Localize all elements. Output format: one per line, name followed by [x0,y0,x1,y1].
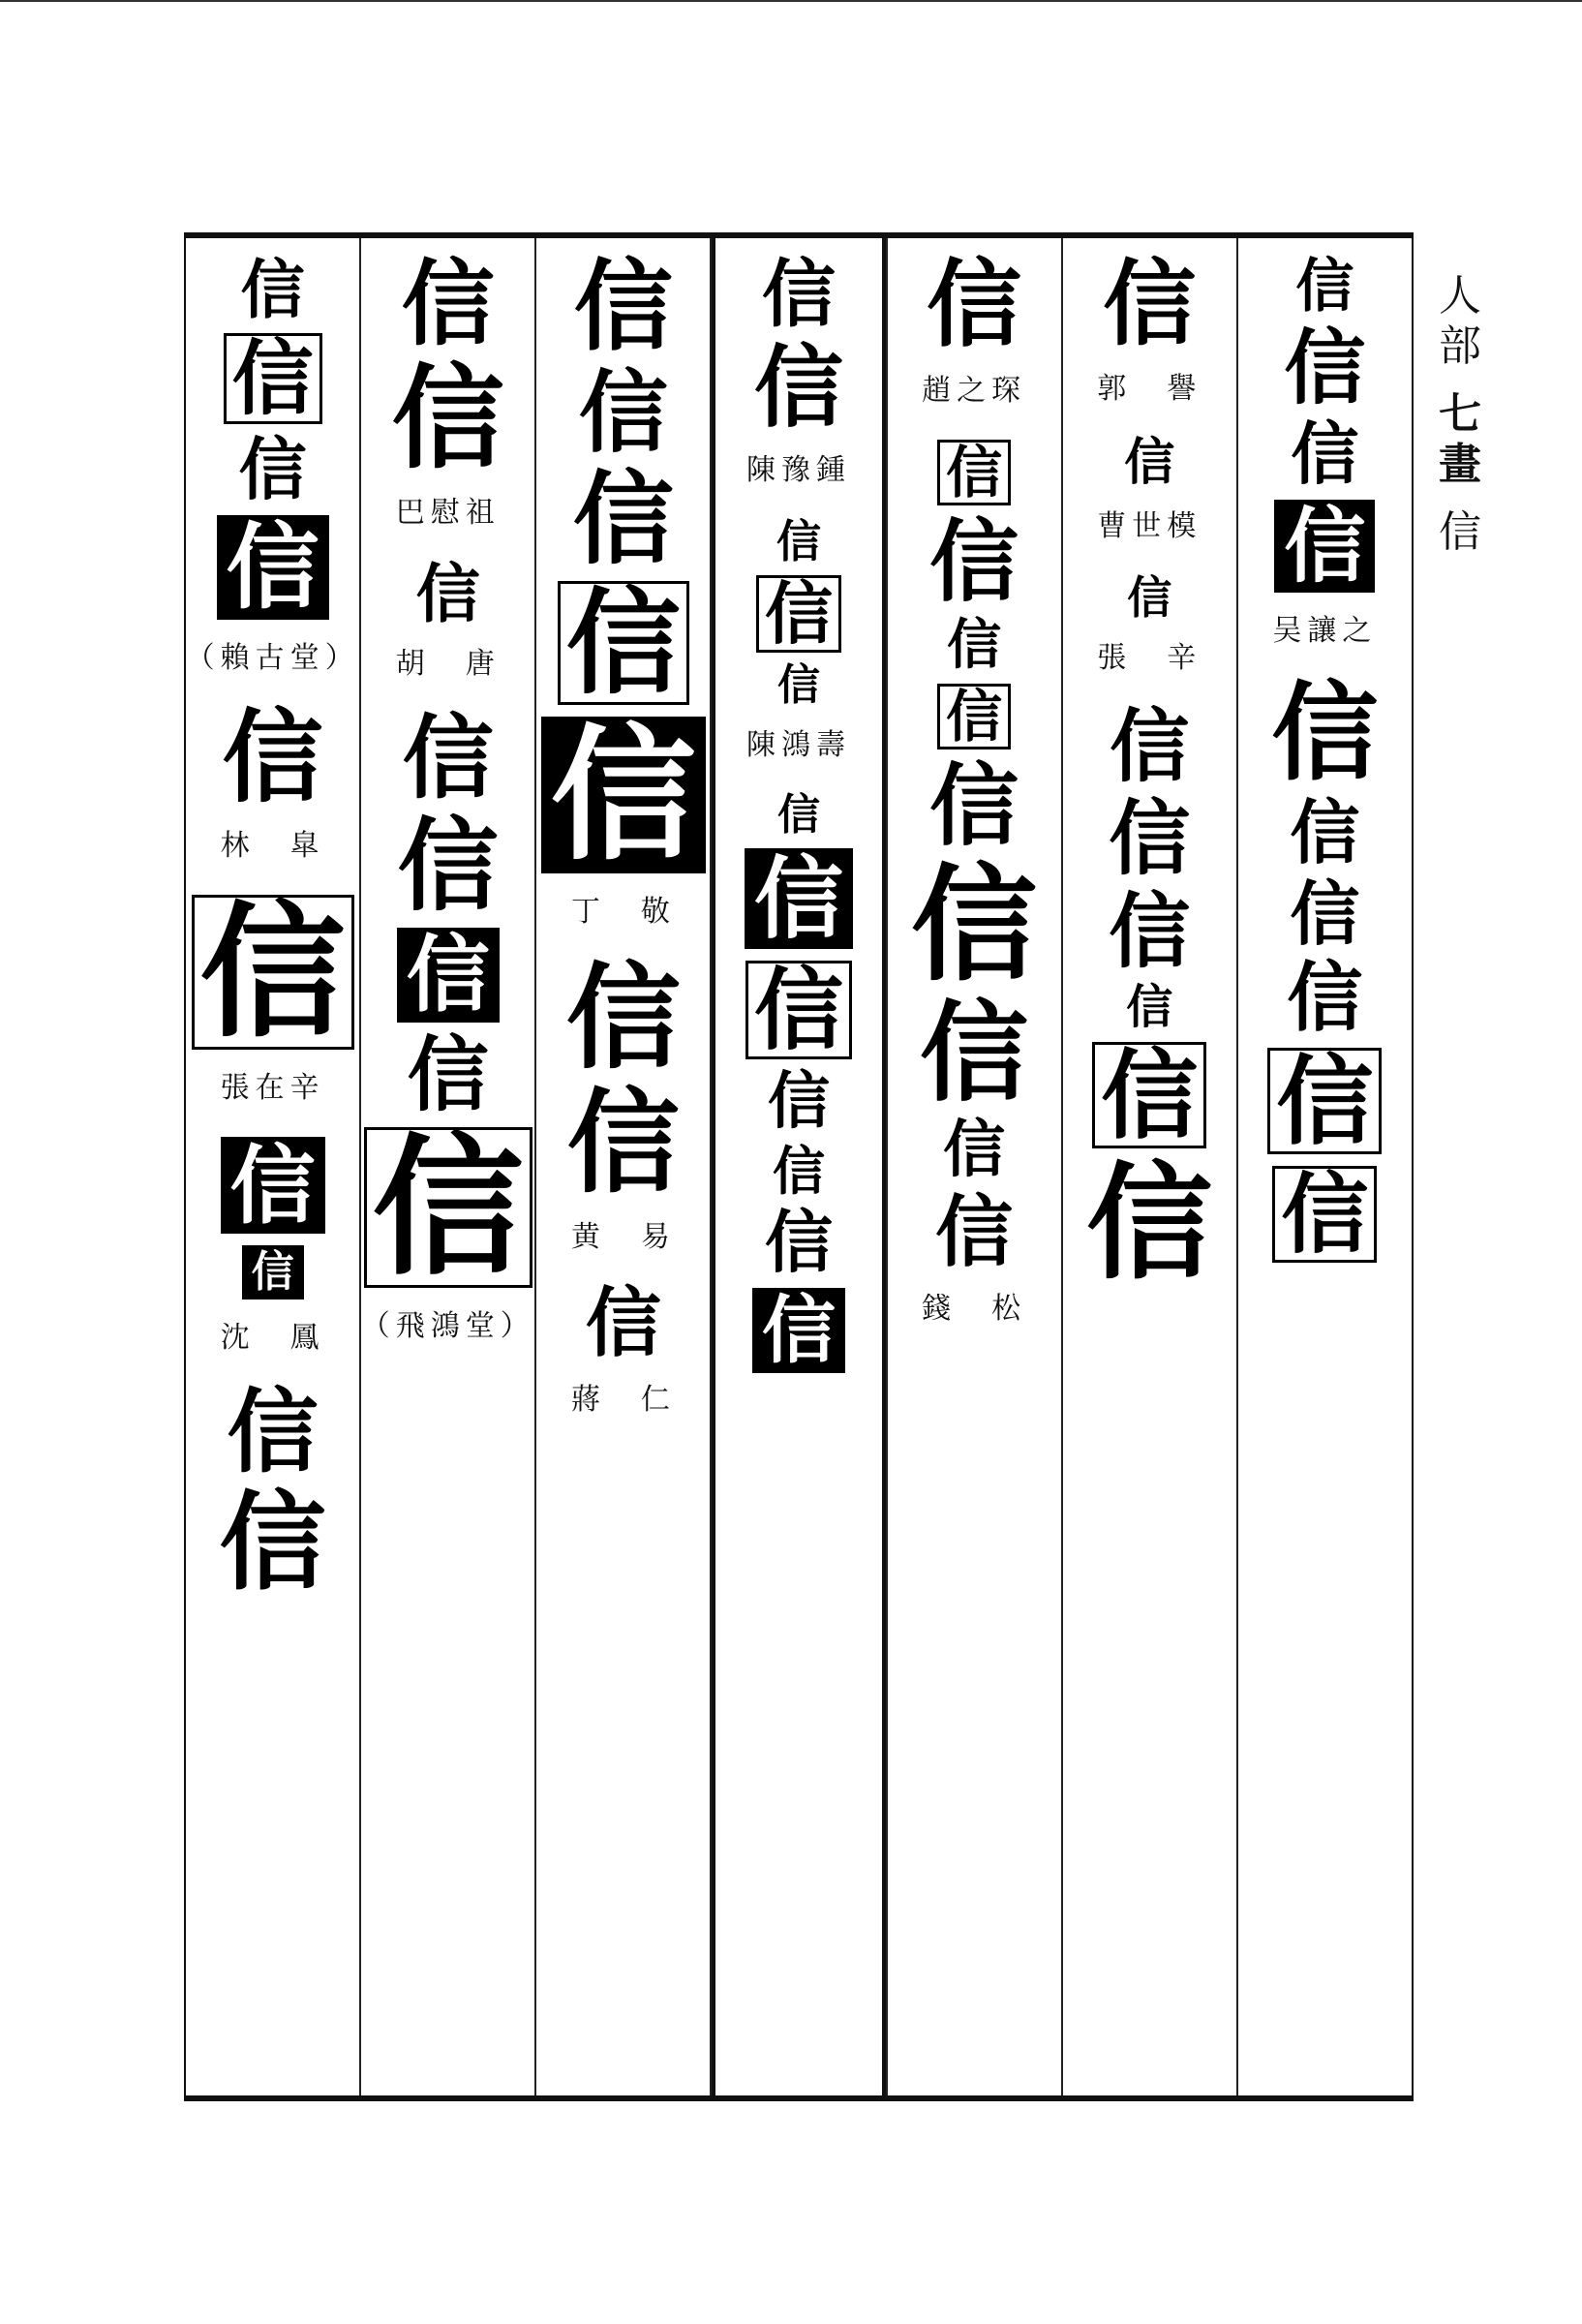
seal-impression: 信 [217,515,329,620]
seal-impression: 信 [192,895,354,1050]
seal-impression: 信 [927,249,1022,360]
column-2 [361,238,536,2095]
seal-impression: 信 [935,1186,1014,1277]
seal-impression: 信 [222,697,323,816]
seal-impression: 信 [911,850,1038,998]
seal-attribution-label: 曹世模 [1097,509,1202,543]
seal-impression: 信 [364,1127,532,1288]
seal-impression: 信 [1092,1042,1206,1148]
seal-impression: 信 [929,509,1019,614]
seal-impression: 信 [776,790,820,840]
seal-impression: 信 [1271,670,1379,795]
seal-impression: 信 [1272,1166,1377,1263]
seal-impression: 信 [238,429,307,509]
seal-impression: 信 [1295,253,1354,321]
seal-impression: 信 [558,581,689,705]
seal-impression: 信 [753,335,843,440]
seal-impression: 信 [1127,571,1172,624]
seal-impression: 信 [937,440,1011,505]
seal-attribution-label: 張在辛 [220,1071,325,1105]
seal-impression: 信 [415,556,480,631]
seal-impression: 信 [221,1137,325,1234]
seal-impression: 信 [761,251,836,337]
seal-impression: 信 [402,705,494,811]
seal-impression: 信 [578,360,668,465]
seal-impression: 信 [224,333,322,424]
column-4 [712,238,887,2095]
seal-impression: 信 [1126,980,1173,1034]
seal-impression: 信 [1086,1148,1213,1297]
seal-impression: 信 [1103,249,1197,358]
seal-attribution-label: 巴慰祖 [395,496,501,530]
seal-impression: 信 [1274,500,1375,593]
seal-attribution-label: 胡 唐 [395,647,501,681]
stroke-count-char-2: 畫 [1439,440,1481,489]
stroke-count-char-1: 七 [1439,389,1481,439]
column-1 [186,238,361,2095]
seal-impression: 信 [920,990,1029,1116]
seal-impression: 信 [219,1480,326,1605]
seal-attribution-label: 趙之琛 [922,374,1027,408]
seal-impression: 信 [573,249,673,365]
seal-impression: 信 [776,660,820,710]
seal-attribution-label: 錢 松 [922,1292,1027,1326]
seal-attribution-label: （賴古堂） [186,641,360,675]
seal-attribution-label: 陳豫鍾 [745,453,851,487]
column-3 [536,238,712,2095]
seal-impression: 信 [745,848,853,949]
seal-impression: 信 [937,684,1011,749]
seal-attribution-label: 沈 鳳 [220,1321,325,1355]
seal-impression: 信 [541,717,706,873]
seal-impression: 信 [565,950,681,1085]
top-border-rule [0,0,1582,2]
seal-attribution-label: 陳鴻壽 [745,728,851,762]
section-header [1431,271,1489,558]
seal-impression: 信 [572,459,674,578]
seal-impression: 信 [1287,954,1363,1042]
headword-character: 信 [1439,507,1481,557]
seal-impression: 信 [1291,413,1359,494]
seal-impression: 信 [1284,320,1366,415]
seal-impression: 信 [1110,700,1190,793]
seal-impression: 信 [776,515,821,567]
seal-impression: 信 [764,1202,833,1282]
seal-impression: 信 [756,575,841,653]
radical-char-1: 人 [1439,271,1481,321]
seal-impression: 信 [943,1114,1006,1186]
seal-impression: 信 [1290,791,1360,873]
seal-impression: 信 [745,961,852,1059]
column-6 [1063,238,1238,2095]
seal-attribution-label: 吴讓之 [1272,614,1378,648]
seal-impression: 信 [242,1245,304,1300]
seal-impression: 信 [407,1026,489,1122]
seal-impression: 信 [585,1279,661,1367]
seal-impression: 信 [397,806,499,925]
seal-attribution-label: 丁 敬 [570,895,676,929]
seal-impression: 信 [767,1065,830,1138]
seal-impression: 信 [947,613,1002,677]
seal-impression: 信 [401,249,495,358]
radical-char-2: 部 [1439,321,1481,371]
seal-attribution-label: 林 皐 [220,829,325,863]
seal-impression: 信 [227,1379,319,1485]
seal-impression: 信 [929,753,1019,858]
seal-impression: 信 [772,1140,825,1202]
seal-attribution-label: 郭 譽 [1097,372,1202,406]
seal-attribution-label: 張 辛 [1097,641,1202,675]
seal-impression: 信 [566,1077,680,1208]
seal-impression: 信 [391,352,504,484]
column-5 [888,238,1063,2095]
seal-impression: 信 [1290,872,1360,955]
seal-impression: 信 [240,252,305,327]
seal-specimen-table [184,232,1414,2101]
column-7 [1238,238,1412,2095]
seal-impression: 信 [1109,883,1191,979]
seal-attribution-label: （飛鴻堂） [361,1309,535,1343]
seal-impression: 信 [1267,1048,1382,1154]
seal-impression: 信 [1124,433,1175,492]
seal-attribution-label: 黄 易 [570,1220,676,1254]
seal-impression: 信 [397,928,500,1023]
seal-impression: 信 [752,1288,845,1373]
seal-attribution-label: 蔣 仁 [570,1383,676,1417]
seal-impression: 信 [1109,790,1191,886]
